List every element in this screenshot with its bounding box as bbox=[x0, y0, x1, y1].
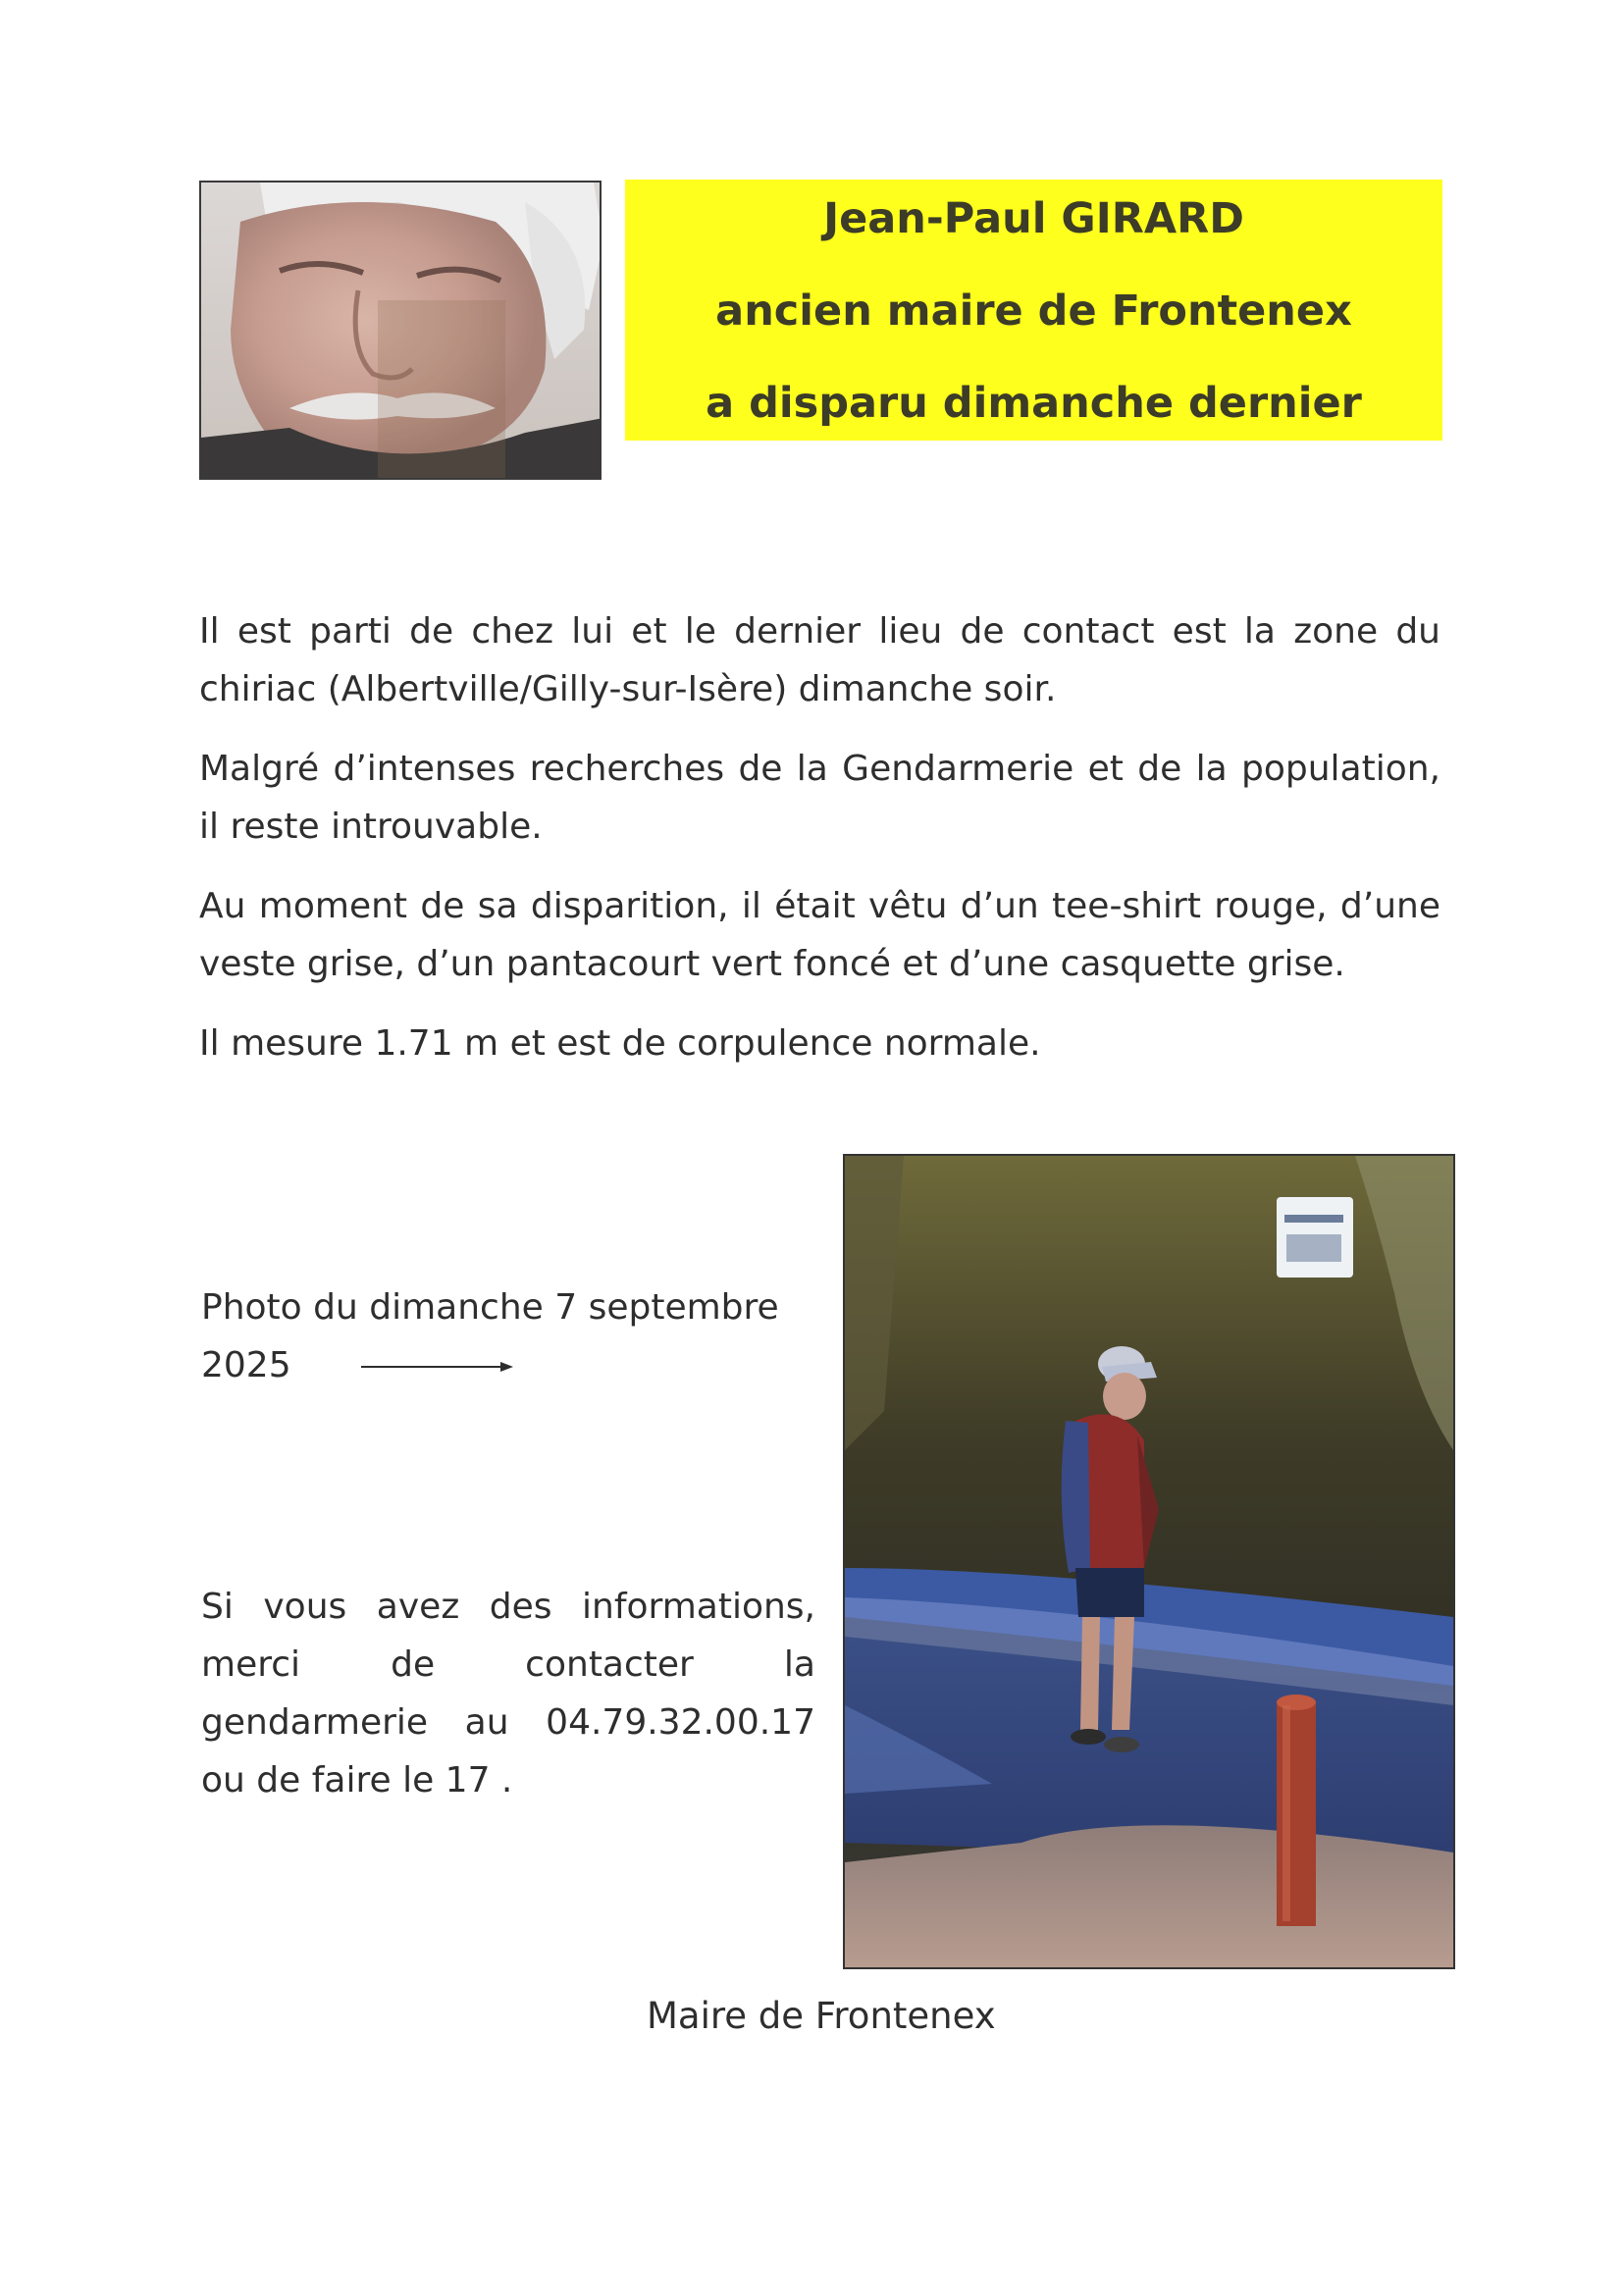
paragraph-searches: Malgré d’intenses recherches de la Gendarmerie et de la population, il reste introuvable. bbox=[199, 749, 1440, 847]
headline-status: a disparu dimanche dernier bbox=[706, 379, 1362, 428]
paragraph-last-contact: Il est parti de chez lui et le dernier lieu de contact est la zone du chiriac (Albertville/Gilly-sur-Isère) dimanche soir. bbox=[199, 611, 1440, 709]
headline-role: ancien maire de Frontenex bbox=[715, 287, 1352, 336]
photo-caption-line2-row bbox=[201, 1336, 829, 1396]
street-scene-photo bbox=[843, 1154, 1455, 1969]
headline-box bbox=[625, 180, 1442, 441]
arrow-right-icon bbox=[361, 1334, 514, 1392]
photo-caption bbox=[201, 1278, 829, 1396]
body-text bbox=[199, 602, 1440, 1094]
photo-caption-line1: Photo du dimanche 7 septembre bbox=[201, 1287, 779, 1328]
portrait-image bbox=[201, 183, 602, 480]
signature-text: Maire de Frontenex bbox=[647, 1995, 996, 2037]
headline-name: Jean-Paul GIRARD bbox=[823, 194, 1244, 243]
paragraph-height: Il mesure 1.71 m et est de corpulence normale. bbox=[199, 1023, 1041, 1064]
paragraph-clothing: Au moment de sa disparition, il était vêtu d’un tee-shirt rouge, d’une veste grise, d’un pantacourt vert foncé et d’une casquette grise. bbox=[199, 886, 1440, 984]
portrait-photo bbox=[199, 181, 602, 480]
street-scene-image bbox=[845, 1156, 1453, 1967]
photo-caption-year: 2025 bbox=[201, 1345, 291, 1385]
contact-text: Si vous avez des informations, merci de contacter la gendarmerie au 04.79.32.00.17 ou de faire le 17 . bbox=[201, 1587, 815, 1800]
